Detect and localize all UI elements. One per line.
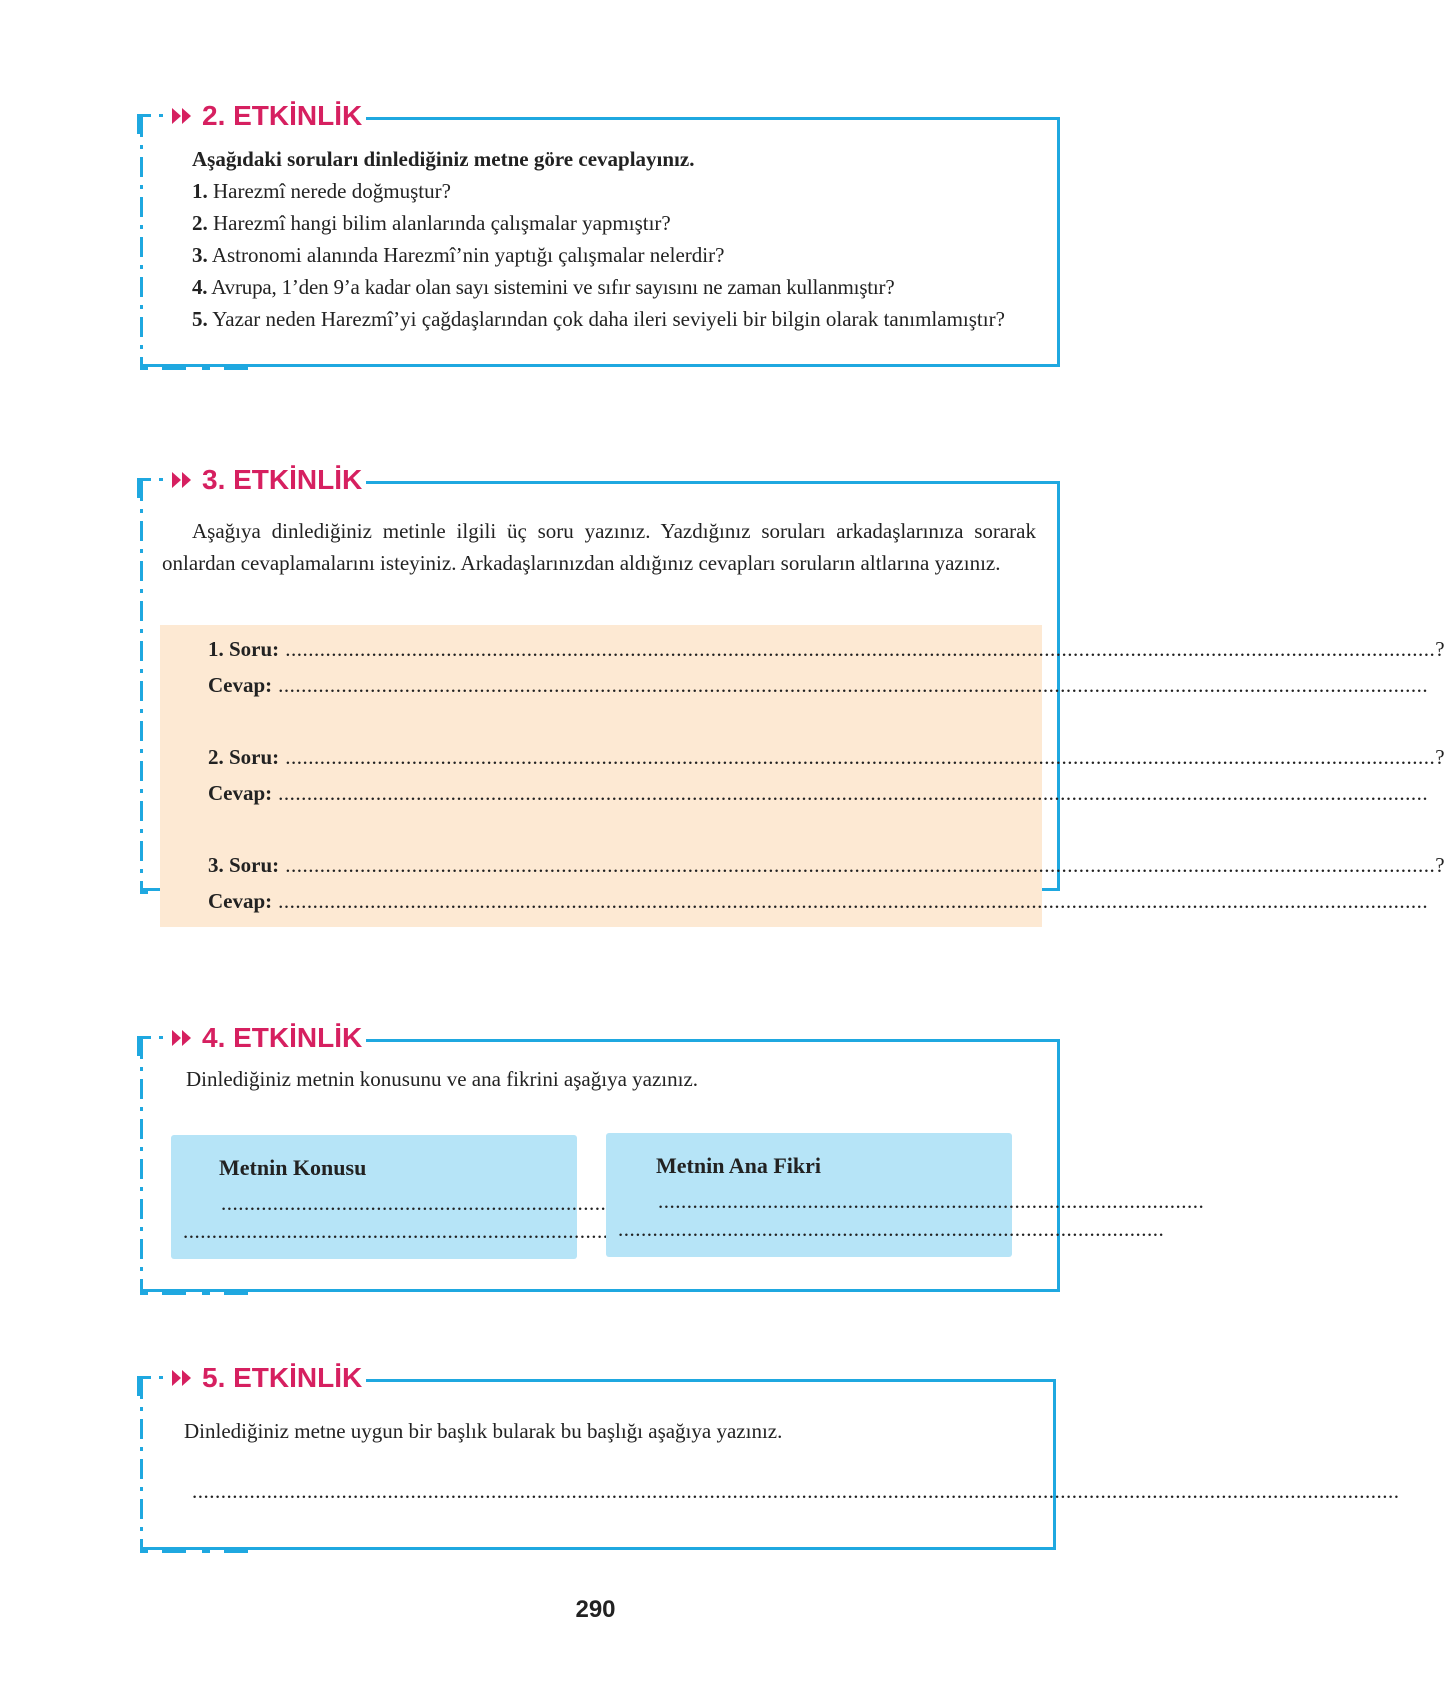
box-title: Metnin Ana Fikri: [656, 1153, 822, 1178]
activity-3: [140, 464, 1445, 913]
box-title: Metnin Konusu: [219, 1155, 367, 1180]
activity-title-text: 3. ETKİNLİK: [202, 464, 363, 495]
instruction: Aşağıdaki soruları dinlediğiniz metne göre cevaplayınız.: [192, 147, 695, 171]
answer-line[interactable]: Cevap: .....: [208, 883, 1024, 919]
dotted-line: [658, 1189, 998, 1213]
dotted-line: [221, 1191, 561, 1215]
activity-title-text: 4. ETKİNLİK: [202, 1022, 363, 1053]
double-arrow-icon: [172, 1028, 194, 1048]
question-item: 5. Yazar neden Harezmî’yi çağdaşlarından çok daha ileri seviyeli bir bilgin olarak tanımlamıştır?: [192, 307, 1005, 331]
dotted-line: [183, 1219, 563, 1243]
frame-dashed-edge: [140, 117, 143, 367]
question-line[interactable]: 2. Soru: ..... ?: [208, 739, 1024, 775]
activity-body: [162, 515, 1036, 579]
instruction: Dinlediğiniz metnin konusunu ve ana fikrini aşağıya yazınız.: [186, 1067, 699, 1091]
question-line[interactable]: 1. Soru: ..... ?: [208, 631, 1024, 667]
activity-title: [168, 100, 366, 132]
question-item: 4. Avrupa, 1’den 9’a kadar olan sayı sistemini ve sıfır sayısını ne zaman kullanmıştır?: [192, 275, 895, 299]
page-number: 290: [575, 1596, 616, 1623]
answer-line[interactable]: Cevap: .....: [208, 775, 1024, 811]
activity-body: [162, 143, 1036, 335]
instruction: Aşağıya dinlediğiniz metinle ilgili üç soru yazınız. Yazdığınız soruları arkadaşlarınıza sorarak onlardan cevaplamalarını isteyiniz. Arkadaşlarınızdan aldığınız cevapları soruların altlarına yazınız.: [162, 519, 1036, 575]
double-arrow-icon: [172, 106, 194, 126]
answer-line[interactable]: Cevap: .....: [208, 667, 1024, 703]
question-item: 3. Astronomi alanında Harezmî’nin yaptığı çalışmalar nelerdir?: [192, 243, 725, 267]
double-arrow-icon: [172, 1368, 194, 1388]
activity-title: [168, 1022, 366, 1054]
activity-body: [184, 1415, 1032, 1447]
answer-line[interactable]: ..................................................................................................................................................................................................................: [192, 1479, 1400, 1503]
activity-title: [168, 1362, 366, 1394]
activity-title: [168, 464, 366, 496]
double-arrow-icon: [172, 470, 194, 490]
question-line[interactable]: 3. Soru: ..... ?: [208, 847, 1024, 883]
topic-box[interactable]: [171, 1135, 577, 1259]
activity-4: [140, 1022, 1060, 1292]
dotted-line: [618, 1217, 998, 1241]
activity-title-text: 5. ETKİNLİK: [202, 1362, 363, 1393]
instruction: Dinlediğiniz metne uygun bir başlık bularak bu başlığı aşağıya yazınız.: [184, 1419, 783, 1443]
activity-5: [140, 1362, 1400, 1550]
activity-body: [186, 1063, 1036, 1095]
main-idea-box[interactable]: [606, 1133, 1012, 1257]
answer-area: [160, 625, 1445, 927]
question-item: 1. Harezmî nerede doğmuştur?: [192, 179, 451, 203]
activity-title-text: 2. ETKİNLİK: [202, 100, 363, 131]
activity-2: [140, 100, 1060, 367]
question-item: 2. Harezmî hangi bilim alanlarında çalışmalar yapmıştır?: [192, 211, 671, 235]
